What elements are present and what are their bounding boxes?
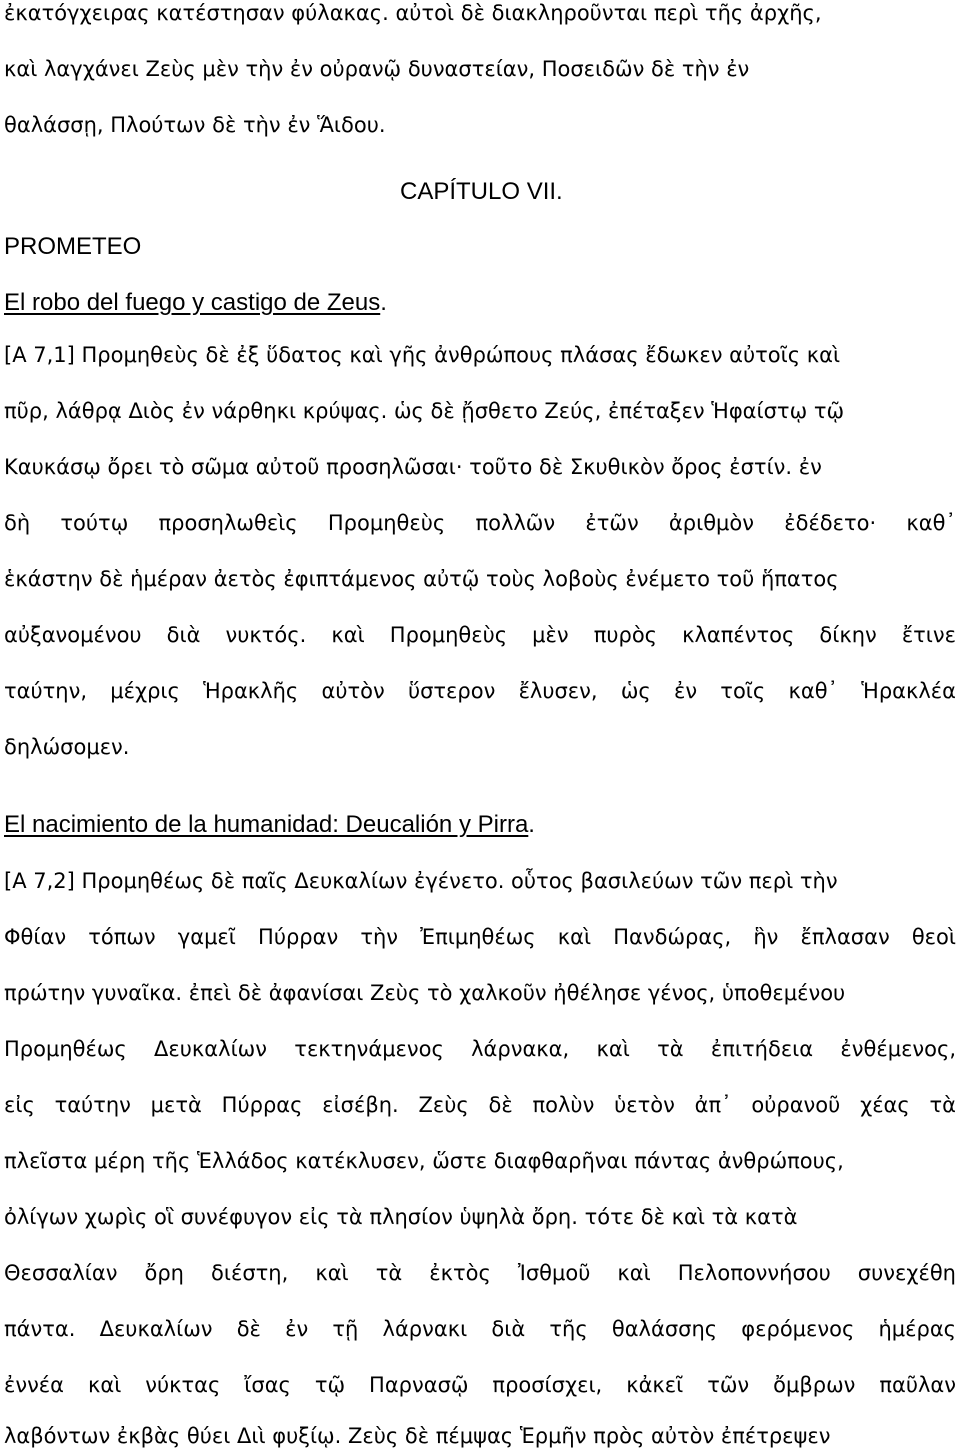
text-line: Προμηθέως Δευκαλίων τεκτηνάμενος λάρνακα, καὶ τὰ ἐπιτήδεια ἐνθέμενος, [4,1037,956,1061]
subheading-period: . [380,289,387,316]
text-line: καὶ λαγχάνει Ζεὺς μὲν τὴν ἐν οὐρανῷ δυναστείαν, Ποσειδῶν δὲ τὴν ἐν [4,57,750,81]
chapter-heading: CAPÍTULO VII. [400,178,563,205]
text-line: ἐννέα καὶ νύκτας ἴσας τῷ Παρνασῷ προσίσχει, κἀκεῖ τῶν ὄμβρων παῦλαν [4,1373,956,1397]
text-line: [A 7,1] Προμηθεὺς δὲ ἐξ ὕδατος καὶ γῆς ἀνθρώπους πλάσας ἔδωκεν αὐτοῖς καὶ [4,343,841,367]
subheading-fire-theft [4,289,956,317]
text-line: ταύτην, μέχρις Ἡρακλῆς αὐτὸν ὕστερον ἔλυσεν, ὡς ἐν τοῖς καθ᾽ Ἡρακλέα [4,679,956,703]
text-line: εἰς ταύτην μετὰ Πύρρας εἰσέβη. Ζεὺς δὲ πολὺν ὑετὸν ἀπ᾽ οὐρανοῦ χέας τὰ [4,1093,956,1117]
text-line: δὴ τούτῳ προσηλωθεὶς Προμηθεὺς πολλῶν ἐτῶν ἀριθμὸν ἐδέδετο· καθ᾽ [4,511,956,535]
text-line: πάντα. Δευκαλίων δὲ ἐν τῇ λάρνακι διὰ τῆς θαλάσσης φερόμενος ἡμέρας [4,1317,956,1341]
text-line: πῦρ, λάθρᾳ Διὸς ἐν νάρθηκι κρύψας. ὡς δὲ ᾔσθετο Ζεύς, ἐπέταξεν Ἡφαίστῳ τῷ [4,399,845,423]
text-line: Φθίαν τόπων γαμεῖ Πύρραν τὴν Ἐπιμηθέως καὶ Πανδώρας, ἣν ἔπλασαν θεοὶ [4,925,956,949]
subheading-text: El robo del fuego y castigo de Zeus [4,289,381,316]
text-line: δηλώσομεν. [4,735,130,759]
text-line: αὐξανομένου διὰ νυκτός. καὶ Προμηθεὺς μὲν πυρὸς κλαπέντος δίκην ἔτινε [4,623,956,647]
subheading-text: El nacimiento de la humanidad: Deucalión y Pirra [4,811,529,838]
text-line: λαβόντων ἐκβὰς θύει Διὶ φυξίῳ. Ζεὺς δὲ πέμψας Ἑρμῆν πρὸς αὐτὸν ἐπέτρεψεν [4,1424,831,1448]
text-line: ἑκάστην δὲ ἡμέραν ἀετὸς ἐφιπτάμενος αὐτῷ τοὺς λοβοὺς ἐνέμετο τοῦ ἥπατος [4,567,839,591]
subheading-period: . [528,811,535,838]
text-line: πλεῖστα μέρη τῆς Ἑλλάδος κατέκλυσεν, ὥστε διαφθαρῆναι πάντας ἀνθρώπους, [4,1149,844,1173]
subheading-deucalion [4,811,956,839]
text-line: πρώτην γυναῖκα. ἐπεὶ δὲ ἀφανίσαι Ζεὺς τὸ χαλκοῦν ἠθέλησε γένος, ὑποθεμένου [4,981,846,1005]
section-title: PROMETEO [4,233,142,260]
text-line: [A 7,2] Προμηθέως δὲ παῖς Δευκαλίων ἐγένετο. οὗτος βασιλεύων τῶν περὶ τὴν [4,869,838,893]
text-line: Θεσσαλίαν ὄρη διέστη, καὶ τὰ ἐκτὸς Ἰσθμοῦ καὶ Πελοποννήσου συνεχέθη [4,1261,956,1285]
text-line: θαλάσσῃ, Πλούτων δὲ τὴν ἐν Ἅιδου. [4,113,386,137]
text-line: ὀλίγων χωρὶς οἳ συνέφυγον εἰς τὰ πλησίον ὑψηλὰ ὄρη. τότε δὲ καὶ τὰ κατὰ [4,1205,798,1229]
text-line: Καυκάσῳ ὄρει τὸ σῶμα αὐτοῦ προσηλῶσαι· τοῦτο δὲ Σκυθικὸν ὄρος ἐστίν. ἐν [4,455,822,479]
text-line: ἐκατόγχειρας κατέστησαν φύλακας. αὐτοὶ δὲ διακληροῦνται περὶ τῆς ἀρχῆς, [4,1,822,25]
